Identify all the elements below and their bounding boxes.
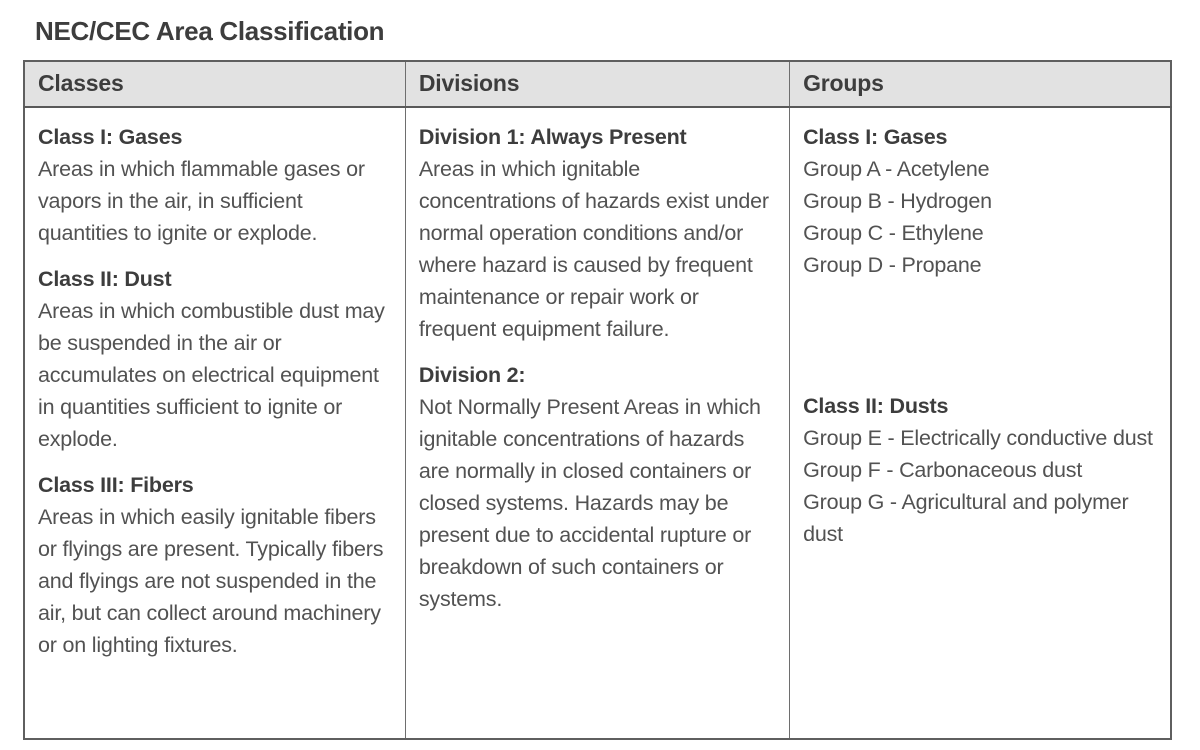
division-1-description: Areas in which ignitable concentrations of hazards exist under normal operation conditions and/or where hazard is caused by frequent maintenance or repair work or frequent equipment failure. [418, 157, 769, 341]
group-f-line: Group F - Carbonaceous dust [803, 458, 1083, 482]
class-3-fibers-block [38, 469, 391, 661]
groups-class-1-heading: Class I: Gases [803, 125, 948, 149]
group-d-line: Group D - Propane [803, 253, 982, 277]
group-e-line: Group E - Electrically conductive dust [803, 426, 1153, 450]
group-b-line: Group B - Hydrogen [803, 189, 992, 213]
header-classes: Classes [24, 61, 405, 107]
cell-classes [24, 107, 405, 739]
class-2-description: Areas in which combustible dust may be suspended in the air or accumulates on electrical equipment in quantities sufficient to ignite or explode. [38, 299, 385, 451]
page-title: NEC/CEC Area Classification [35, 16, 385, 46]
division-2-block [419, 359, 775, 615]
groups-class-2-block [803, 390, 1156, 550]
groups-class-2-heading: Class II: Dusts [803, 394, 949, 418]
class-1-heading: Class I: Gases [38, 125, 183, 149]
division-2-description: Not Normally Present Areas in which ignitable concentrations of hazards are normally in closed containers or closed systems. Hazards may be present due to accidental rupture or breakdown of such containers or systems. [418, 395, 761, 611]
division-2-heading: Division 2: [418, 363, 526, 387]
classification-table [23, 60, 1172, 740]
header-divisions: Divisions [405, 61, 789, 107]
class-2-dust-block [38, 263, 391, 455]
cell-groups [790, 107, 1171, 739]
groups-class-1-block [803, 121, 1156, 281]
cell-divisions [405, 107, 789, 739]
division-1-heading: Division 1: Always Present [418, 125, 687, 149]
class-3-description: Areas in which easily ignitable fibers or flyings are present. Typically fibers and flyings are not suspended in the air, but can collect around machinery or on lighting fixtures. [38, 505, 384, 657]
group-a-line: Group A - Acetylene [803, 157, 990, 181]
class-1-gases-block [38, 121, 391, 249]
division-1-block [419, 121, 775, 345]
body-row [24, 107, 1171, 739]
class-3-heading: Class III: Fibers [38, 473, 194, 497]
class-1-description: Areas in which flammable gases or vapors in the air, in sufficient quantities to ignite or explode. [38, 157, 365, 245]
group-g-line: Group G - Agricultural and polymer dust [803, 490, 1129, 546]
class-2-heading: Class II: Dust [38, 267, 172, 291]
group-c-line: Group C - Ethylene [803, 221, 984, 245]
header-groups: Groups [790, 61, 1171, 107]
header-row [24, 61, 1171, 107]
